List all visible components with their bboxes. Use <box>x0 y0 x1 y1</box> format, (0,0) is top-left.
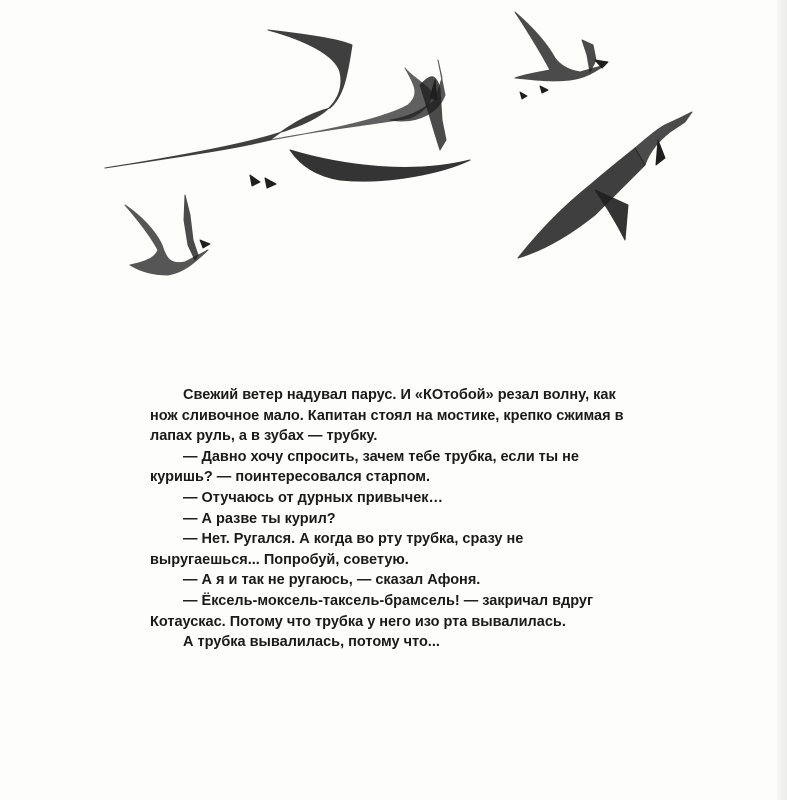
story-paragraph: — А разве ты курил? <box>183 510 336 527</box>
story-text <box>150 385 630 653</box>
flying-birds-illustration <box>90 0 730 290</box>
page-edge-shadow <box>777 0 787 800</box>
story-paragraph: — Отучаюсь от дурных привычек… <box>183 489 444 506</box>
story-paragraph: А трубка вывалилась, потому что... <box>183 634 440 651</box>
top-right-bird-sketch <box>515 12 608 99</box>
story-paragraph: — Ёксель-моксель-таксель-брамсель! — закричал вдруг Котаускас. Потому что трубка у него изо рта вывалилась. <box>150 592 594 630</box>
story-paragraph: Свежий ветер надувал парус. И «КОтобой» резал волну, как нож сливочное мало. Капитан стоял на мостике, крепко сжимая в лапах руль, а в зубах — трубку. <box>150 387 624 445</box>
right-bird-sketch <box>518 112 692 258</box>
large-bird-sketch <box>105 30 470 188</box>
left-bird-sketch <box>125 195 210 275</box>
story-paragraph: — А я и так не ругаюсь, — сказал Афоня. <box>183 572 481 589</box>
story-paragraph: — Нет. Ругался. А когда во рту трубка, сразу не выругаешься... Попробуй, советую. <box>150 531 524 568</box>
story-paragraph: — Давно хочу спросить, зачем тебе трубка, если ты не куришь? — поинтересовался старпом. <box>150 448 579 486</box>
